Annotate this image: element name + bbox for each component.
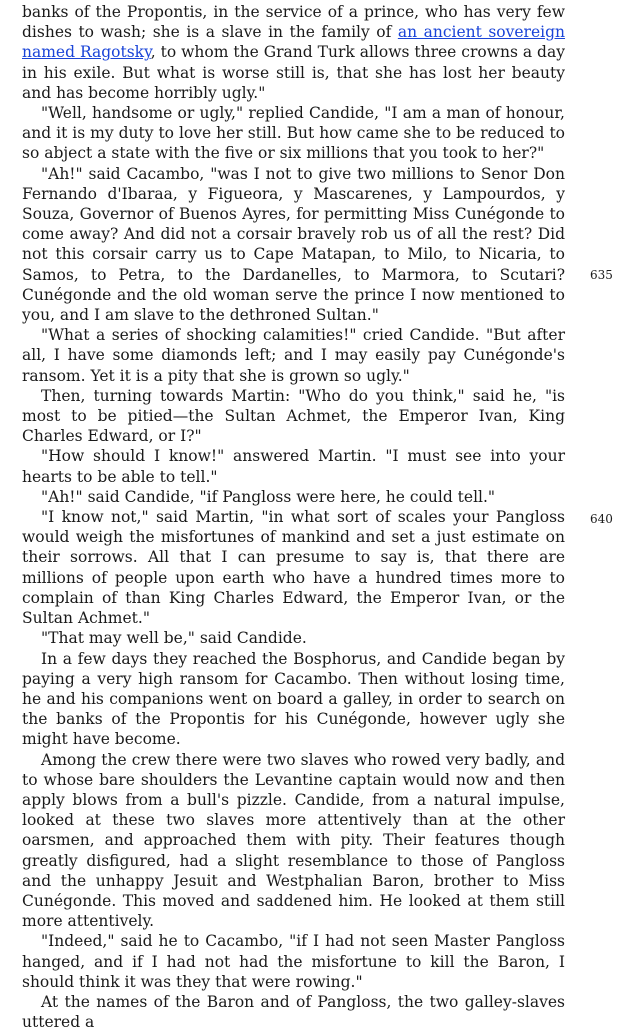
paragraph-4: "What a series of shocking calamities!" cried Candide. "But after all, I have some diamonds left; and I may easily pay Cunégonde's ransom. Yet it is a pity that she is grown so ugly." <box>22 326 565 385</box>
paragraph-1 <box>22 2 565 103</box>
text-column <box>22 2 565 1032</box>
paragraph-12: "Indeed," said he to Cacambo, "if I had not seen Master Pangloss hanged, and if I had not had the misfortune to kill the Baron, I should think it was they that were rowing." <box>22 932 565 991</box>
paragraph-1-text-before-link: banks of the Propontis, in the service of a prince, who has very few dishes to wash; she is a slave in the family of <box>22 3 565 42</box>
paragraph-10: In a few days they reached the Bosphorus, and Candide began by paying a very high ransom for Cacambo. Then without losing time, he and his companions went on board a galley, in order to search on the banks of the Propontis for his Cunégonde, however ugly she might have become. <box>22 649 565 749</box>
paragraph-13: At the names of the Baron and of Pangloss, the two galley-slaves uttered a <box>22 992 565 1032</box>
paragraph-6: "How should I know!" answered Martin. "I must see into your hearts to be able to tell." <box>22 447 565 486</box>
paragraph-5: Then, turning towards Martin: "Who do you think," said he, "is most to be pitied—the Sultan Achmet, the Emperor Ivan, King Charles Edward, or I?" <box>22 386 565 446</box>
paragraph-11: Among the crew there were two slaves who rowed very badly, and to whose bare shoulders the Levantine captain would now and then apply blows from a bull's pizzle. Candide, from a natural impulse, looked at these two slaves more attentively than at the other oarsmen, and approached them with pity. Their features though greatly disfigured, had a slight resemblance to those of Pangloss and the unhappy Jesuit and Westphalian Baron, brother to Miss Cunégonde. This moved and saddened him. He looked at them still more attentively. <box>22 750 565 931</box>
line-number-635: 635 <box>590 268 613 282</box>
paragraph-9: "That may well be," said Candide. <box>41 629 307 648</box>
paragraph-1-text-after-link: , to whom the Grand Turk allows three crowns a day in his exile. But what is worse still is, that she has lost her beauty and has become horribly ugly." <box>22 43 565 102</box>
paragraph-2: "Well, handsome or ugly," replied Candide, "I am a man of honour, and it is my duty to love her still. But how came she to be reduced to so abject a state with the five or six millions that you took to her?" <box>22 104 565 163</box>
paragraph-8: "I know not," said Martin, "in what sort of scales your Pangloss would weigh the misfortunes of mankind and set a just estimate on their sorrows. All that I can presume to say is, that there are millions of people upon earth who have a hundred times more to complain of than King Charles Edward, the Emperor Ivan, or the Sultan Achmet." <box>22 508 565 628</box>
ragotsky-link[interactable]: an ancient sovereign named Ragotsky <box>22 23 566 62</box>
paragraph-3: "Ah!" said Cacambo, "was I not to give two millions to Senor Don Fernando d'Ibaraa, y Figueora, y Mascarenes, y Lampourdos, y Souza, Governor of Buenos Ayres, for permitting Miss Cunégonde to come away? And did not a corsair bravely rob us of all the rest? Did not this corsair carry us to Cape Matapan, to Milo, to Nicaria, to Samos, to Petra, to the Dardanelles, to Marmora, to Scutari? Cunégonde and the old woman serve the prince I now mentioned to you, and I am slave to the dethroned Sultan." <box>22 164 565 325</box>
line-number-640: 640 <box>590 512 613 526</box>
paragraph-7: "Ah!" said Candide, "if Pangloss were here, he could tell." <box>41 487 496 506</box>
